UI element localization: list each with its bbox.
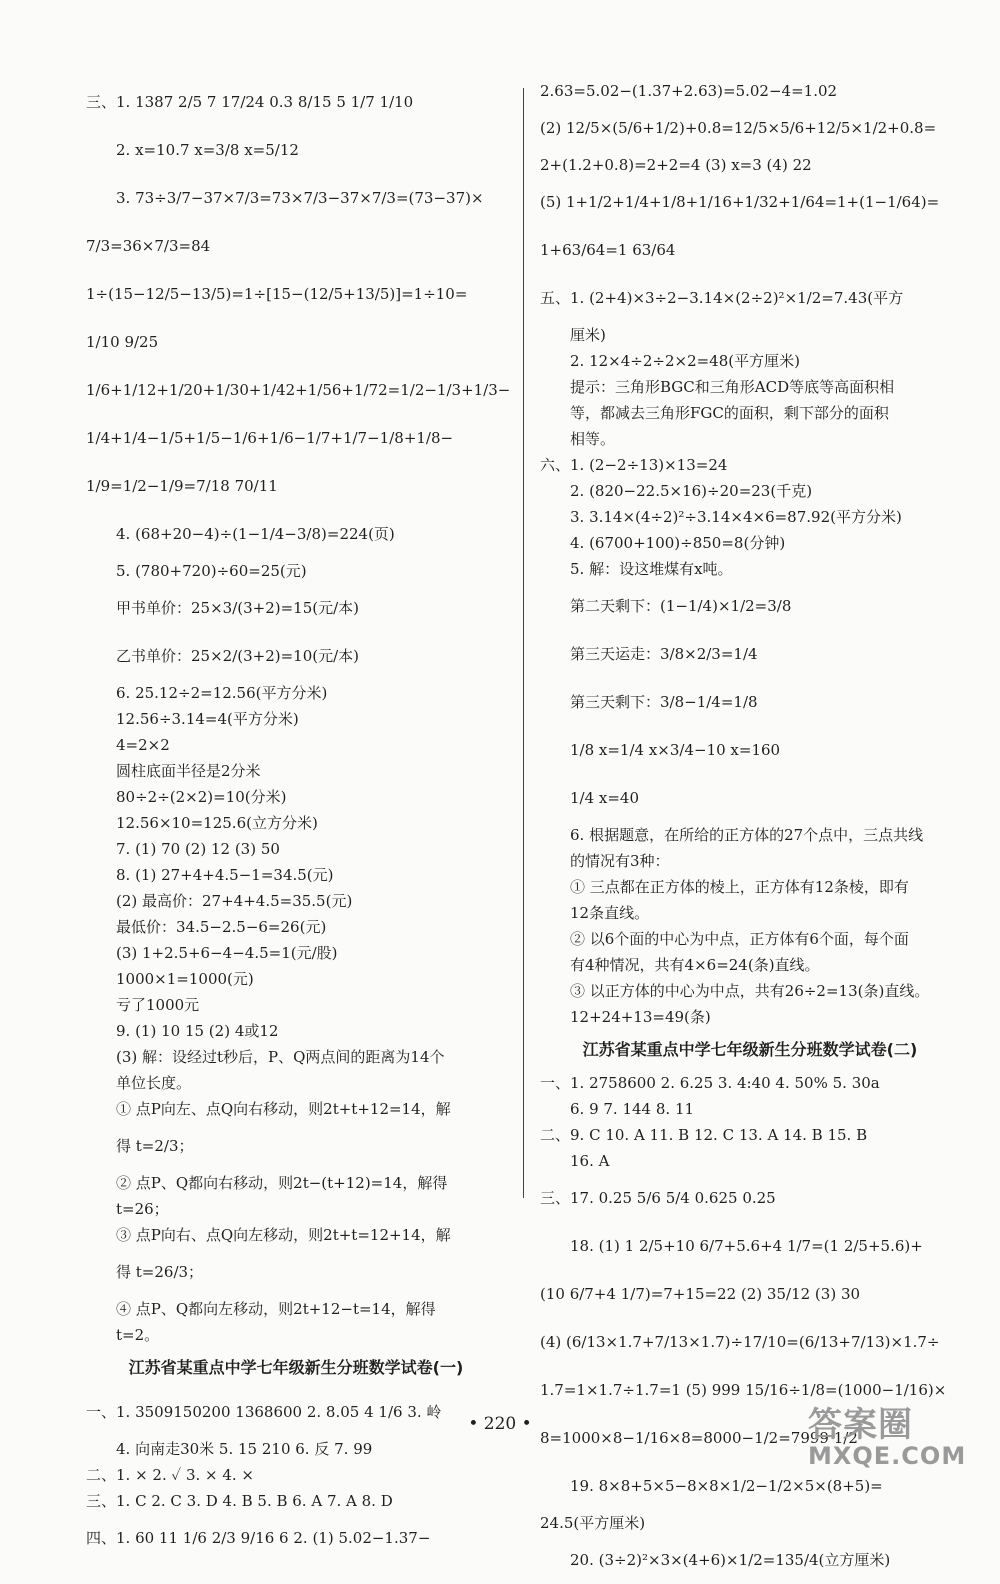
answer-line: 1/4 x=40 (570, 789, 640, 807)
section-title: 江苏省某重点中学七年级新生分班数学试卷(一) (128, 1358, 464, 1377)
answer-line: 3. 3.14×(4÷2)²÷3.14×4×6=87.92(平方分米) (570, 508, 902, 526)
answer-line: 6. 25.12÷2=12.56(平方分米) (116, 684, 328, 702)
answer-line: 1/9=1/2−1/9=7/18 70/11 (86, 477, 278, 495)
answer-line: 4. (6700+100)÷850=8(分钟) (570, 534, 786, 552)
answer-line: 二、1. × 2. ✓ 3. × 4. × (86, 1466, 255, 1484)
answer-line: (3) 1+2.5+6−4−4.5=1(元/股) (116, 944, 338, 962)
answer-line: 三、1. C 2. C 3. D 4. B 5. B 6. A 7. A 8. D (86, 1492, 393, 1510)
answer-line: 80÷2÷(2×2)=10(分米) (116, 788, 287, 806)
answer-line: ④ 点P、Q都向左移动，则2t+12−t=14，解得 (116, 1300, 436, 1318)
answer-line: t=2。 (116, 1326, 160, 1344)
answer-line: 2.63=5.02−(1.37+2.63)=5.02−4=1.02 (540, 82, 838, 100)
answer-line: 18. (1) 1 2/5+10 6/7+5.6+4 1/7=(1 2/5+5.6)+ (570, 1237, 923, 1255)
answer-line: 第三天运走：3/8×2/3=1/4 (570, 645, 758, 663)
answer-line: 1000×1=1000(元) (116, 970, 254, 988)
answer-line: 8. (1) 27+4+4.5−1=34.5(元) (116, 866, 334, 884)
answer-line: 1/4+1/4−1/5+1/5−1/6+1/6−1/7+1/7−1/8+1/8− (86, 429, 454, 447)
answer-line: 19. 8×8+5×5−8×8×1/2−1/2×5×(8+5)= (570, 1477, 883, 1495)
column-divider (523, 88, 524, 1198)
answer-line: 2. (820−22.5×16)÷20=23(千克) (570, 482, 813, 500)
answer-line: (5) 1+1/2+1/4+1/8+1/16+1/32+1/64=1+(1−1/64)= (540, 193, 940, 211)
answer-line: 圆柱底面半径是2分米 (116, 762, 261, 780)
answer-line: 1÷(15−12/5−13/5)=1÷[15−(12/5+13/5)]=1÷10= (86, 285, 468, 303)
answer-line: ③ 点P向右、点Q向左移动，则2t+t=12+14，解 (116, 1226, 451, 1244)
answer-line: 三、17. 0.25 5/6 5/4 0.625 0.25 (540, 1189, 776, 1207)
answer-line: ② 以6个面的中心为中点，正方体有6个面，每个面 (570, 930, 909, 948)
answer-line: 一、1. 2758600 2. 6.25 3. 4:40 4. 50% 5. 30a (540, 1074, 880, 1092)
answer-line: 厘米) (570, 326, 606, 344)
answer-line: 最低价：34.5−2.5−6=26(元) (116, 918, 327, 936)
answer-line: (2) 12/5×(5/6+1/2)+0.8=12/5×5/6+12/5×1/2+0.8= (540, 119, 937, 137)
answer-line: 9. (1) 10 15 (2) 4或12 (116, 1022, 279, 1040)
answer-line: ① 点P向左、点Q向右移动，则2t+t+12=14，解 (116, 1100, 451, 1118)
answer-line: 3. 73÷3/7−37×7/3=73×7/3−37×7/3=(73−37)× (116, 189, 484, 207)
answer-line: 相等。 (570, 430, 616, 448)
answer-line: 16. A (570, 1152, 610, 1170)
answer-line: 1/8 x=1/4 x×3/4−10 x=160 (570, 741, 781, 759)
page-number: • 220 • (468, 1414, 532, 1434)
answer-line: ② 点P、Q都向右移动，则2t−(t+12)=14，解得 (116, 1174, 448, 1192)
answer-line: 乙书单价：25×2/(3+2)=10(元/本) (116, 647, 360, 665)
answer-line: 得 t=2/3； (116, 1137, 194, 1155)
answer-line: 亏了1000元 (116, 996, 200, 1014)
answer-line: ③ 以正方体的中心为中点，共有26÷2=13(条)直线。 (570, 982, 930, 1000)
answer-line: 1.7=1×1.7÷1.7=1 (5) 999 15/16÷1/8=(1000−1/16)× (540, 1381, 947, 1399)
answer-line: 8=1000×8−1/16×8=8000−1/2=7999 1/2 (540, 1429, 858, 1447)
answer-line: 提示：三角形BGC和三角形ACD等底等高面积相 (570, 378, 895, 396)
answer-line: 1/10 9/25 (86, 333, 159, 351)
answer-line: 20. (3÷2)²×3×(4+6)×1/2=135/4(立方厘米) (570, 1551, 891, 1569)
answer-line: 1/6+1/12+1/20+1/30+1/42+1/56+1/72=1/2−1/3+1/3− (86, 381, 511, 399)
answer-line: 4. (68+20−4)÷(1−1/4−3/8)=224(页) (116, 525, 395, 543)
answer-line: ① 三点都在正方体的棱上，正方体有12条棱，即有 (570, 878, 909, 896)
answer-line: 24.5(平方厘米) (540, 1514, 646, 1532)
answer-line: 12.56÷3.14=4(平方分米) (116, 710, 299, 728)
watermark-logo (808, 1405, 967, 1470)
answer-line: 6. 9 7. 144 8. 11 (570, 1100, 695, 1118)
answer-line: 有4种情况，共有4×6=24(条)直线。 (570, 956, 820, 974)
answer-line: 一、1. 3509150200 1368600 2. 8.05 4 1/6 3. 岭 (86, 1403, 442, 1421)
answer-line: 1+63/64=1 63/64 (540, 241, 676, 259)
answer-line: 12.56×10=125.6(立方分米) (116, 814, 318, 832)
answer-line: 第三天剩下：3/8−1/4=1/8 (570, 693, 758, 711)
answer-line: (10 6/7+4 1/7)=7+15=22 (2) 35/12 (3) 30 (540, 1285, 861, 1303)
answer-line: 五、1. (2+4)×3÷2−3.14×(2÷2)²×1/2=7.43(平方 (540, 289, 904, 307)
answer-line: 4=2×2 (116, 736, 170, 754)
answer-line: 5. (780+720)÷60=25(元) (116, 562, 307, 580)
answer-line: 的情况有3种： (570, 852, 670, 870)
answer-line: 六、1. (2−2÷13)×13=24 (540, 456, 728, 474)
answer-line: 四、1. 60 11 1/6 2/3 9/16 6 2. (1) 5.02−1.37− (86, 1529, 431, 1547)
answer-line: 4. 向南走30米 5. 15 210 6. 反 7. 99 (116, 1440, 373, 1458)
watermark-url: MXQE.COM (808, 1442, 967, 1470)
right-column (540, 78, 960, 1584)
answer-line: 三、1. 1387 2/5 7 17/24 0.3 8/15 5 1/7 1/10 (86, 93, 414, 111)
answer-line: 2+(1.2+0.8)=2+2=4 (3) x=3 (4) 22 (540, 156, 812, 174)
answer-line: t=26； (116, 1200, 169, 1218)
answer-line: 7. (1) 70 (2) 12 (3) 50 (116, 840, 280, 858)
answer-line: 12条直线。 (570, 904, 650, 922)
answer-line: 甲书单价：25×3/(3+2)=15(元/本) (116, 599, 360, 617)
answer-line: 12+24+13=49(条) (570, 1008, 711, 1026)
answer-line: (4) (6/13×1.7+7/13×1.7)÷17/10=(6/13+7/13)×1.7÷ (540, 1333, 940, 1351)
answer-line: 7/3=36×7/3=84 (86, 237, 211, 255)
section-title: 江苏省某重点中学七年级新生分班数学试卷(二) (582, 1040, 918, 1059)
answer-line: 2. x=10.7 x=3/8 x=5/12 (116, 141, 299, 159)
answer-line: 2. 12×4÷2÷2×2=48(平方厘米) (570, 352, 800, 370)
left-column (86, 78, 511, 1562)
answer-line: 等，都减去三角形FGC的面积，剩下部分的面积 (570, 404, 889, 422)
answer-line: 6. 根据题意，在所给的正方体的27个点中，三点共线 (570, 826, 924, 844)
answer-line: 二、9. C 10. A 11. B 12. C 13. A 14. B 15. B (540, 1126, 868, 1144)
answer-line: 单位长度。 (116, 1074, 192, 1092)
answer-line: 第二天剩下：(1−1/4)×1/2=3/8 (570, 597, 792, 615)
answer-line: 得 t=26/3； (116, 1263, 204, 1281)
watermark-text: 答案圈 (808, 1405, 913, 1445)
answer-line: (3) 解：设经过t秒后，P、Q两点间的距离为14个 (116, 1048, 445, 1066)
answer-line: (2) 最高价：27+4+4.5=35.5(元) (116, 892, 353, 910)
answer-line: 5. 解：设这堆煤有x吨。 (570, 560, 733, 578)
